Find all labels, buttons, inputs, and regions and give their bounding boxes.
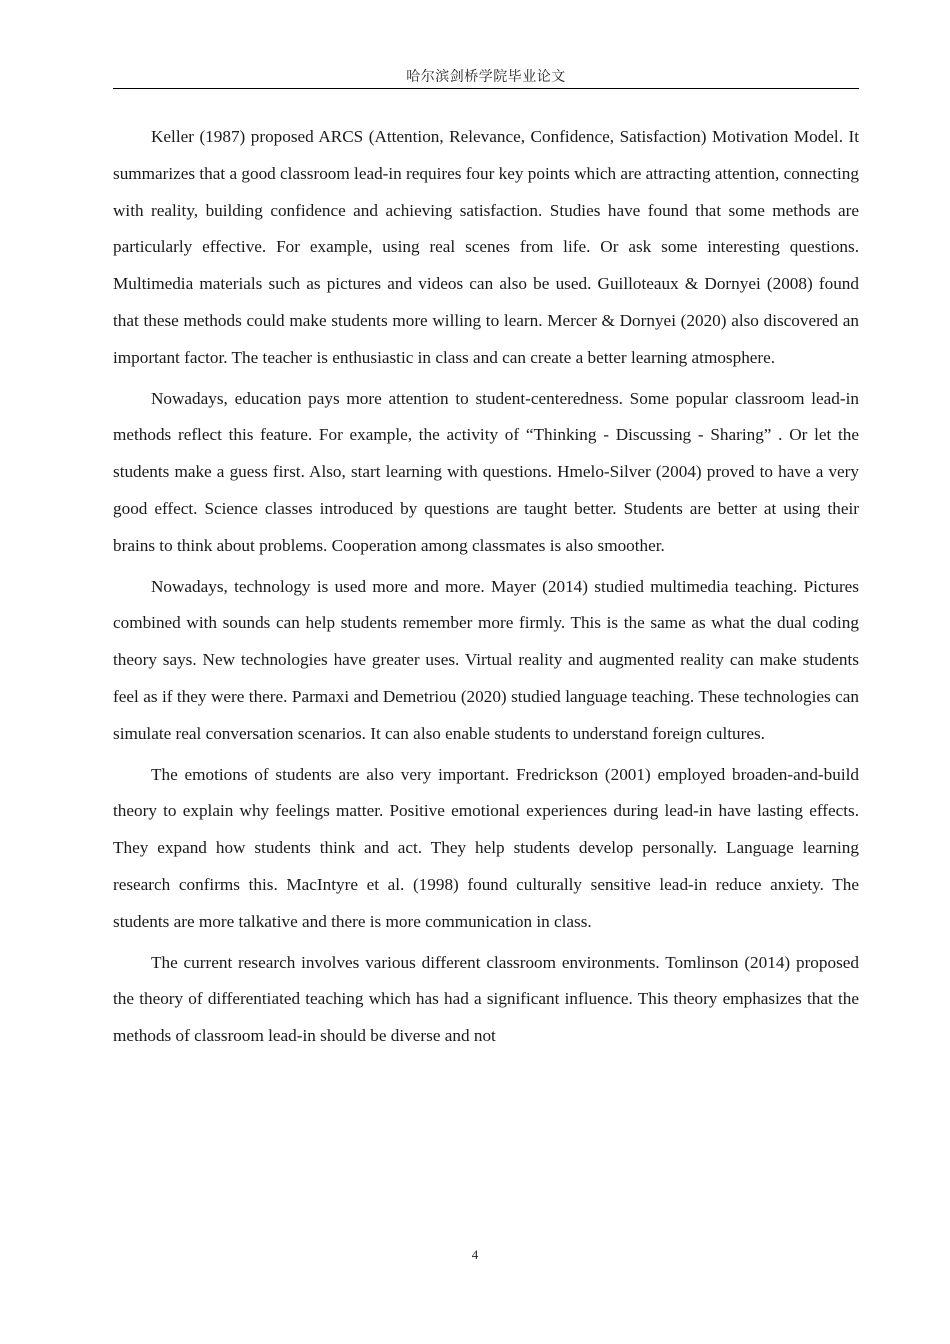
paragraph-arcs-model: Keller (1987) proposed ARCS (Attention, Relevance, Confidence, Satisfaction) Motivation Model. It summarizes that a good classroom lead-in requires four key points which are attracting attention, connecting with reality, building confidence and achieving satisfaction. Studies have found that some methods are particularly effective. For example, using real scenes from life. Or ask some interesting questions. Multimedia materials such as pictures and videos can also be used. Guilloteaux & Dornyei (2008) found that these methods could make students more willing to learn. Mercer & Dornyei (2020) also discovered an important factor. The teacher is enthusiastic in class and can create a better learning atmosphere. bbox=[113, 127, 859, 367]
paragraph-student-centeredness: Nowadays, education pays more attention to student-centeredness. Some popular classroom lead-in methods reflect this feature. For example, the activity of “Thinking - Discussing - Sharing” . Or let the students make a guess first. Also, start learning with questions. Hmelo-Silver (2004) proved to have a very good effect. Science classes introduced by questions are taught better. Students are better at using their brains to think about problems. Cooperation among classmates is also smoother. bbox=[113, 388, 859, 555]
header-rule bbox=[113, 88, 859, 89]
page-number: 4 bbox=[471, 1247, 479, 1262]
paragraph-classroom-environments: The current research involves various different classroom environments. Tomlinson (2014) proposed the theory of differentiated teaching which has had a significant influence. This theory emphasizes that the methods of classroom lead-in should be diverse and not bbox=[113, 952, 859, 1046]
running-header: 哈尔滨剑桥学院毕业论文 bbox=[406, 70, 566, 85]
paragraph-technology: Nowadays, technology is used more and more. Mayer (2014) studied multimedia teaching. Pictures combined with sounds can help students remember more firmly. This is the same as what the dual coding theory says. New technologies have greater uses. Virtual reality and augmented reality can make students feel as if they were there. Parmaxi and Demetriou (2020) studied language teaching. These technologies can simulate real conversation scenarios. It can also enable students to understand foreign cultures. bbox=[113, 576, 859, 743]
body-text bbox=[113, 119, 859, 1059]
paragraph-emotions: The emotions of students are also very important. Fredrickson (2001) employed broaden-and-build theory to explain why feelings matter. Positive emotional experiences during lead-in have lasting effects. They expand how students think and act. They help students develop personally. Language learning research confirms this. MacIntyre et al. (1998) found culturally sensitive lead-in reduce anxiety. The students are more talkative and there is more communication in class. bbox=[113, 764, 859, 931]
